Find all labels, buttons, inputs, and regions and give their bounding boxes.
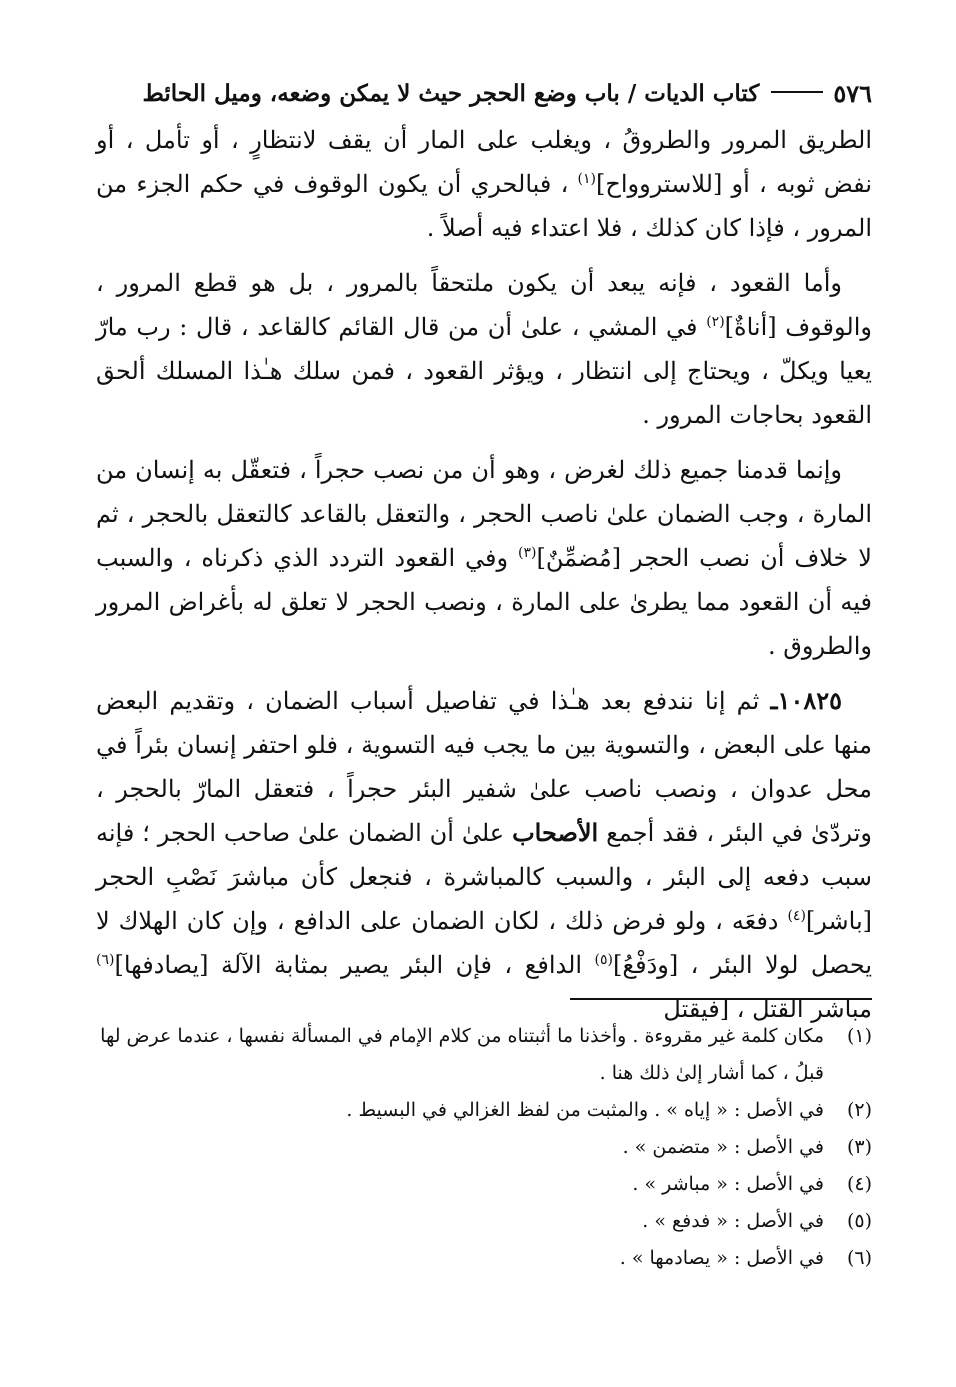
footnote-ref-4: (٤) xyxy=(787,908,806,924)
footnote-number: (٢) xyxy=(846,1099,872,1121)
footnote-number: (٤) xyxy=(846,1173,872,1195)
footnote-number: (٦) xyxy=(846,1247,872,1269)
paragraph-1-text-a: الطريق المرور والطروقُ ، ويغلب على المار أن يقف لانتظارٍ ، أو تأمل ، أو نفض ثوبه ، أو [للاستروواح] xyxy=(96,126,872,198)
footnotes xyxy=(96,1018,872,1277)
paragraph-3 xyxy=(96,448,872,668)
main-text xyxy=(96,118,872,1031)
footnote-text: في الأصل : « يصادمها » . xyxy=(619,1247,824,1269)
running-header xyxy=(96,70,872,118)
paragraph-4-text-e: مباشر القتل ، [فيقتل xyxy=(663,995,872,1023)
footnote-ref-2: (٢) xyxy=(706,314,725,330)
paragraph-1-text-b: ، فبالحري أن يكون الوقوف في حكم الجزء من المرور ، فإذا كان كذلك ، فلا اعتداء فيه أصلاً . xyxy=(96,170,872,242)
footnote-3 xyxy=(96,1129,872,1166)
footnote-text: في الأصل : « مباشر » . xyxy=(632,1173,824,1195)
footnote-6 xyxy=(96,1240,872,1277)
footnote-number: (١) xyxy=(846,1025,872,1047)
paragraph-4-text-d: الدافع ، فإن البئر يصير بمثابة الآلة [يصادفها] xyxy=(114,951,595,979)
paragraph-2-text-a: وأما القعود ، فإنه يبعد أن يكون ملتحقاً بالمرور ، بل هو قطع المرور ، والوقوف [أناةٌ] xyxy=(96,269,872,341)
paragraph-2-text-b: في المشي ، علىٰ أن من قال القائم كالقاعد ، قال : رب مارّ يعيا ويكلّ ، ويحتاج إلى انتظار ، ويؤثر القعود ، فمن سلك هـٰذا المسلك ألحق القعود بحاجات المرور . xyxy=(96,313,872,429)
footnote-ref-1: (١) xyxy=(577,171,597,187)
paragraph-3-text-b: وفي القعود التردد الذي ذكرناه ، والسبب فيه أن القعود مما يطرىٰ على المارة ، ونصب الحجر لا تعلق له بأغراض المرور والطروق . xyxy=(96,544,872,660)
footnote-separator xyxy=(570,998,872,1000)
footnote-text: في الأصل : « فدفع » . xyxy=(642,1210,824,1232)
footnote-ref-3: (٣) xyxy=(518,545,537,561)
paragraph-2 xyxy=(96,261,872,437)
footnote-ref-5: (٥) xyxy=(594,952,613,968)
section-number: ١٠٨٢٥ـ xyxy=(770,686,842,715)
footnote-number: (٣) xyxy=(846,1136,872,1158)
paragraph-1 xyxy=(96,118,872,250)
footnote-1 xyxy=(96,1018,872,1092)
footnote-number: (٥) xyxy=(846,1210,872,1232)
paragraph-4-text-c: دفعَه ، ولو فرض ذلك ، لكان الضمان على الدافع ، وإن كان الهلاك لا يحصل لولا البئر ، [ودَفْعُ] xyxy=(96,907,872,979)
paragraph-4-text-a: ثم إنا نندفع بعد هـٰذا في تفاصيل أسباب الضمان ، وتقديم البعض منها على البعض ، والتسوية بين ما يجب فيه التسوية ، فلو احتفر إنسان بئراً في محل عدوان ، ونصب ناصب علىٰ شفير البئر حجراً ، فتعقل المارّ بالحجر ، وتردّىٰ في البئر ، فقد أجمع xyxy=(96,687,872,847)
paragraph-3-text-a: وإنما قدمنا جميع ذلك لغرض ، وهو أن من نصب حجراً ، فتعقّل به إنسان من المارة ، وجب الضمان علىٰ ناصب الحجر ، والتعقل بالقاعد كالتعقل بالحجر ، ثم لا خلاف أن نصب الحجر [مُضمِّنٌ] xyxy=(96,456,872,572)
footnote-text: مكان كلمة غير مقروءة . وأخذنا ما أثبتناه من كلام الإمام في المسألة نفسها ، عندما عرض لها قبلُ ، كما أشار إلىٰ ذلك هنا . xyxy=(100,1025,824,1084)
footnote-2 xyxy=(96,1092,872,1129)
footnote-text: في الأصل : « إياه » . والمثبت من لفظ الغزالي في البسيط . xyxy=(346,1099,824,1121)
paragraph-4 xyxy=(96,679,872,1031)
footnote-text: في الأصل : « متضمن » . xyxy=(622,1136,824,1158)
paragraph-4-text-b: علىٰ أن الضمان علىٰ صاحب الحجر ؛ فإنه سبب دفعه إلى البئر ، والسبب كالمباشرة ، فنجعل كأن مباشرَ نَصْبِ الحجر [باشر] xyxy=(96,819,872,935)
page-content xyxy=(96,70,872,1031)
page-number: ٥٧٦ xyxy=(833,79,872,108)
footnote-5 xyxy=(96,1203,872,1240)
running-title: كتاب الديات / باب وضع الحجر حيث لا يمكن وضعه، وميل الحائط xyxy=(142,80,760,107)
header-rule xyxy=(771,91,823,93)
footnote-ref-6: (٦) xyxy=(96,952,115,968)
bold-term: الأصحاب xyxy=(512,818,599,847)
footnote-4 xyxy=(96,1166,872,1203)
